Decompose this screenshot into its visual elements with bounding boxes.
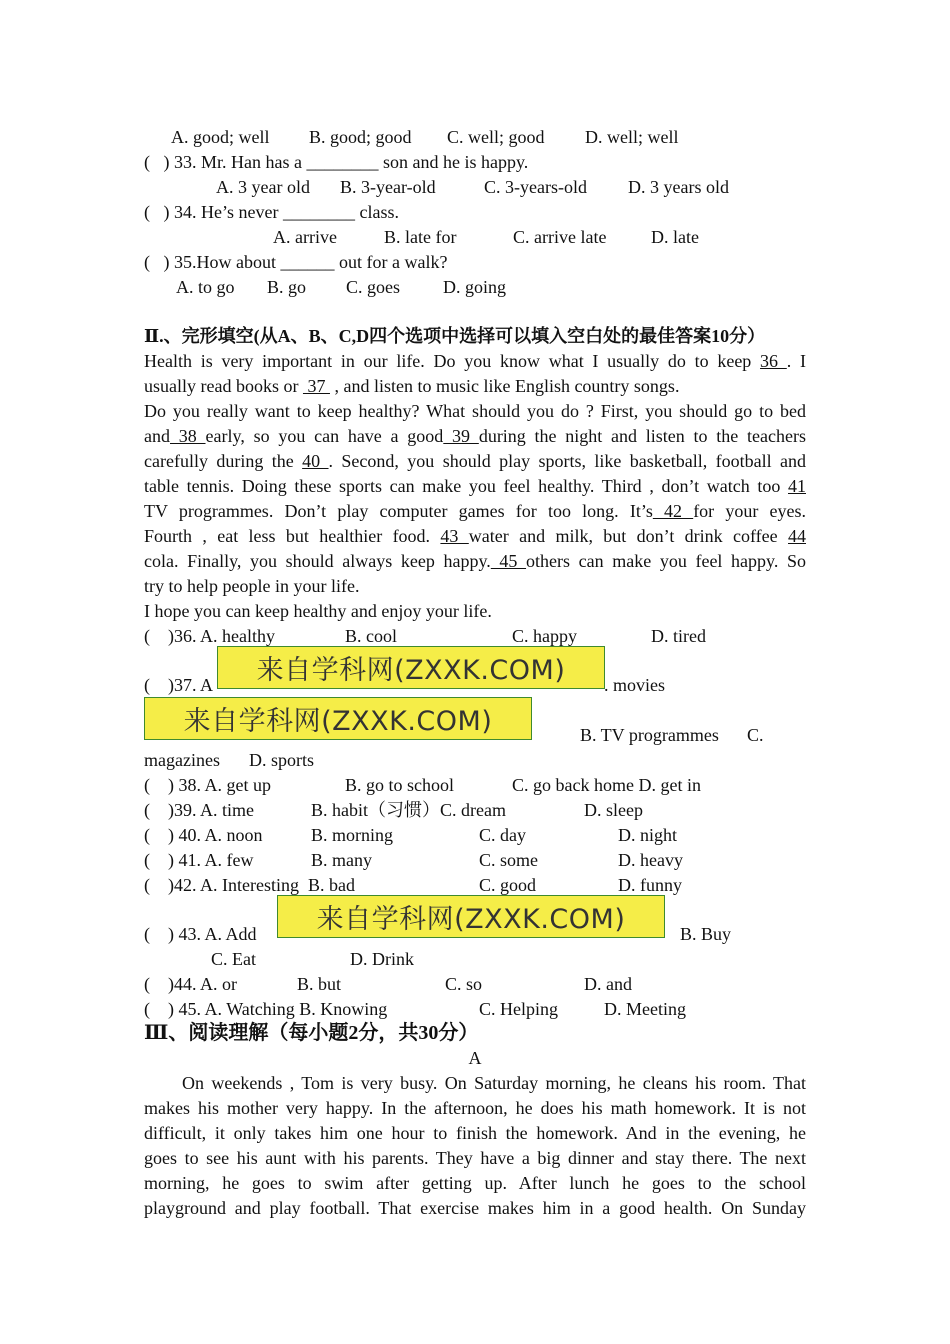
- cloze-q41-option-b: B. many: [311, 850, 372, 870]
- mc-33-stem: ( ) 33. Mr. Han has a ________ son and he is happy.: [144, 152, 529, 172]
- mc-35-option-b: B. go: [267, 277, 307, 297]
- cloze-passage-line: usually read books or 37 , and listen to music like English country songs.: [144, 376, 680, 396]
- mc-35-option-d: D. going: [443, 277, 506, 297]
- cloze-passage-line: carefully during the 40 . Second, you should play sports, like basketball, football and: [144, 451, 807, 471]
- cloze-passage-line: try to help people in your life.: [144, 576, 360, 596]
- cloze-passage-line: Do you really want to keep healthy? What should you do ? First, you should go to bed: [144, 401, 806, 421]
- reading-passage-line: playground and play football. That exercise makes him in a good health. On Sunday: [144, 1198, 806, 1218]
- cloze-q38: ( ) 38. A. get up: [144, 775, 272, 795]
- cloze-q42-option-c: C. good: [479, 875, 537, 895]
- watermark-stamp: 来自学科网(ZXXK.COM): [144, 697, 532, 740]
- cloze-q39-option-d: D. sleep: [584, 800, 643, 820]
- cloze-q37-option-c: C.: [747, 725, 764, 745]
- cloze-q36: ( )36. A. healthy: [144, 626, 275, 646]
- cloze-q39: ( )39. A. time: [144, 800, 255, 820]
- cloze-passage-line: table tennis. Doing these sports can make you feel healthy. Third , don’t watch too 41: [144, 476, 806, 496]
- cloze-passage-line: Health is very important in our life. Do you know what I usually do to keep 36 . I: [144, 351, 807, 371]
- reading-passage-line: makes his mother very happy. In the afternoon, he does his math homework. It is not: [144, 1098, 806, 1118]
- reading-passage-line: difficult, it only takes him one hour to finish the homework. And in the evening, he: [144, 1123, 806, 1143]
- mc-34-stem: ( ) 34. He’s never ________ class.: [144, 202, 399, 222]
- cloze-q38-option-b: B. go to school: [345, 775, 455, 795]
- cloze-q40-option-b: B. morning: [311, 825, 394, 845]
- cloze-q37-option-b: B. TV programmes: [580, 725, 719, 745]
- cloze-q41-option-d: D. heavy: [618, 850, 683, 870]
- mc-33-option-b: B. 3-year-old: [340, 177, 436, 197]
- cloze-q43-option-b: B. Buy: [680, 924, 732, 944]
- cloze-q43-option-d: D. Drink: [350, 949, 414, 969]
- cloze-q37: ( )37. A: [144, 675, 214, 695]
- mc-35-stem: ( ) 35.How about ______ out for a walk?: [144, 252, 448, 272]
- mc-35-option-c: C. goes: [346, 277, 400, 297]
- section-2-title: Ⅱ.、完形填空(从A、B、C,D四个选项中选择可以填入空白处的最佳答案10分）: [144, 326, 766, 346]
- cloze-q37-option-d: D. sports: [249, 750, 315, 770]
- watermark-stamp: 来自学科网(ZXXK.COM): [217, 646, 605, 689]
- mc-35-option-a: A. to go: [176, 277, 235, 297]
- cloze-q36-option-c: C. happy: [512, 626, 577, 646]
- mc-34-option-c: C. arrive late: [513, 227, 607, 247]
- cloze-q41: ( ) 41. A. few: [144, 850, 254, 870]
- cloze-q45-option-d: D. Meeting: [604, 999, 686, 1019]
- mc-34-option-b: B. late for: [384, 227, 457, 247]
- cloze-q44-option-d: D. and: [584, 974, 632, 994]
- mc-32-option-a: A. good; well: [171, 127, 270, 147]
- mc-33-option-d: D. 3 years old: [628, 177, 729, 197]
- cloze-q42-option-d: D. funny: [618, 875, 682, 895]
- cloze-q45: ( ) 45. A. Watching B. Knowing: [144, 999, 388, 1019]
- cloze-passage-line: Fourth , eat less but healthier food. 43 water and milk, but don’t drink coffee 44: [144, 526, 807, 546]
- cloze-q45-option-c: C. Helping: [479, 999, 558, 1019]
- mc-32-option-b: B. good; good: [309, 127, 412, 147]
- watermark-stamp: 来自学科网(ZXXK.COM): [277, 895, 665, 938]
- cloze-q40-option-c: C. day: [479, 825, 526, 845]
- cloze-q36-option-b: B. cool: [345, 626, 397, 646]
- cloze-passage-line: I hope you can keep healthy and enjoy your life.: [144, 601, 492, 621]
- mc-32-option-d: D. well; well: [585, 127, 679, 147]
- cloze-q41-option-c: C. some: [479, 850, 539, 870]
- cloze-passage-line: and 38 early, so you can have a good 39 during the night and listen to the teachers: [144, 426, 807, 446]
- passage-label: A: [468, 1048, 482, 1068]
- cloze-q44: ( )44. A. or: [144, 974, 238, 994]
- cloze-q39-option-bc: B. habit（习惯）C. dream: [311, 800, 506, 820]
- cloze-q37-option-c-text: magazines: [144, 750, 220, 770]
- cloze-passage-line: TV programmes. Don’t play computer games for too long. It’s 42 for your eyes.: [144, 501, 807, 521]
- cloze-q40-option-d: D. night: [618, 825, 678, 845]
- cloze-q44-option-c: C. so: [445, 974, 483, 994]
- reading-passage-line: morning, he goes to swim after getting up. After lunch he goes to the school: [144, 1173, 806, 1193]
- reading-passage-line: goes to see his aunt with his parents. They have a big dinner and stay there. The next: [144, 1148, 806, 1168]
- mc-34-option-a: A. arrive: [273, 227, 337, 247]
- cloze-q37-tail: . movies: [604, 675, 665, 695]
- cloze-q43: ( ) 43. A. Add: [144, 924, 257, 944]
- cloze-q43-option-c: C. Eat: [211, 949, 256, 969]
- section-3-title: Ⅲ、阅读理解（每小题2分，共30分）: [144, 1022, 479, 1044]
- cloze-q38-option-cd: C. go back home D. get in: [512, 775, 701, 795]
- mc-33-option-a: A. 3 year old: [216, 177, 310, 197]
- mc-34-option-d: D. late: [651, 227, 699, 247]
- reading-passage-line: On weekends , Tom is very busy. On Saturday morning, he cleans his room. That: [182, 1073, 806, 1093]
- mc-33-option-c: C. 3-years-old: [484, 177, 587, 197]
- cloze-q42: ( )42. A. Interesting B. bad: [144, 875, 355, 895]
- mc-32-option-c: C. well; good: [447, 127, 545, 147]
- cloze-q40: ( ) 40. A. noon: [144, 825, 263, 845]
- cloze-passage-line: cola. Finally, you should always keep happy. 45 others can make you feel happy. So: [144, 551, 806, 571]
- cloze-q36-option-d: D. tired: [651, 626, 706, 646]
- cloze-q44-option-b: B. but: [297, 974, 342, 994]
